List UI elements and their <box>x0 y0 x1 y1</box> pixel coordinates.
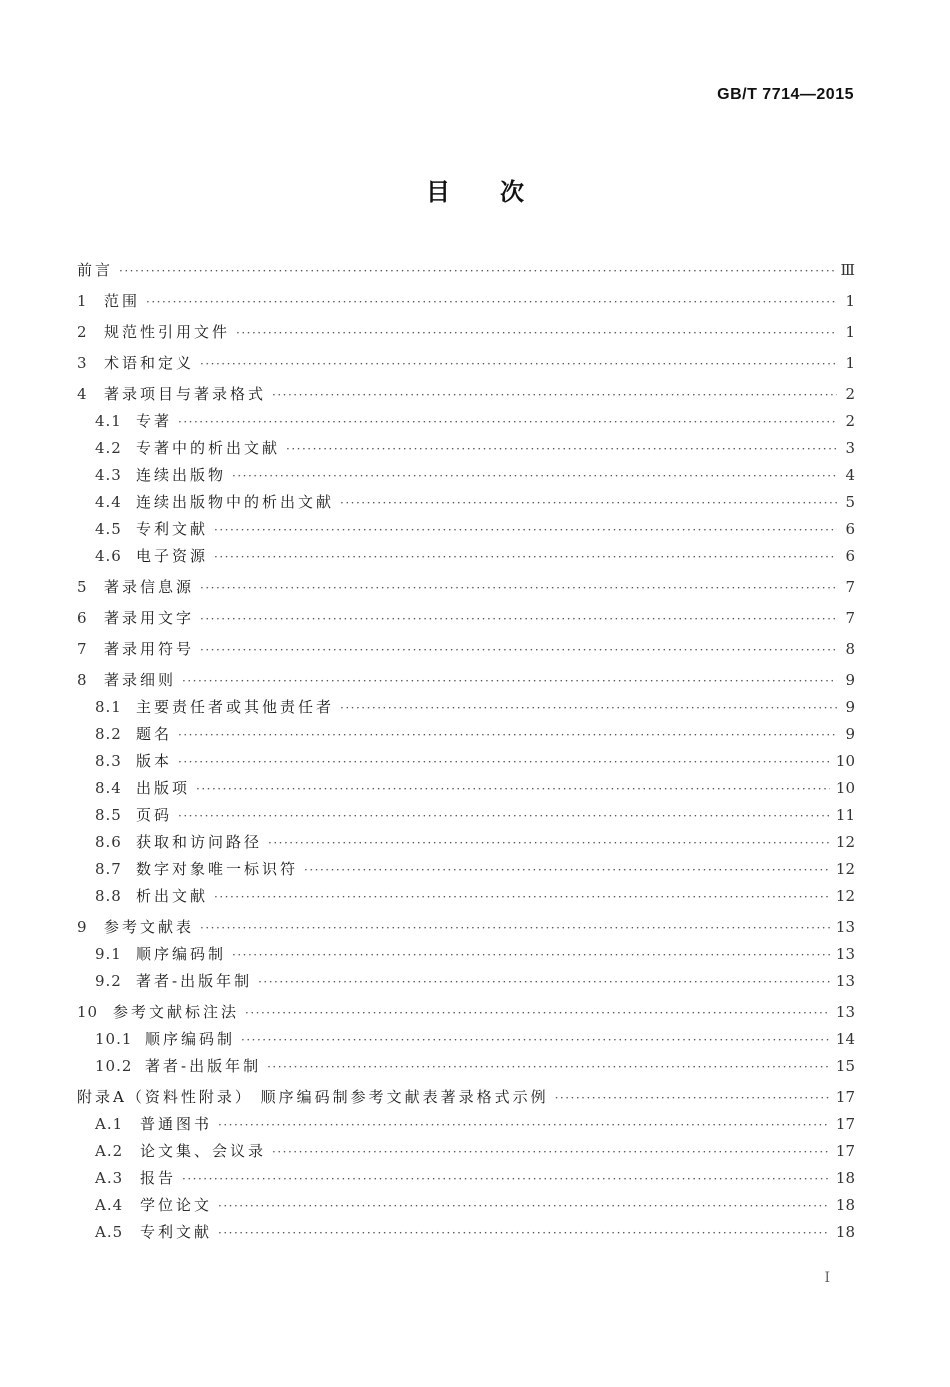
toc-entry[interactable] <box>77 1084 855 1111</box>
toc-entry-page: Ⅲ <box>840 261 855 279</box>
toc-entry[interactable] <box>77 999 855 1026</box>
toc-entry-number: A.4 <box>95 1196 124 1214</box>
toc-entry-page: 17 <box>835 1142 855 1160</box>
toc-entry-label: 论文集、会议录 <box>140 1142 267 1160</box>
toc-entry-page: 2 <box>845 412 855 430</box>
page-title: 目次 <box>426 178 574 206</box>
toc-entry[interactable] <box>77 775 855 802</box>
toc-entry[interactable] <box>77 748 855 775</box>
toc-entry-label: 页码 <box>136 806 173 824</box>
toc-entry-label: 顺序编码制 <box>145 1030 236 1048</box>
toc-entry-number: 3 <box>77 354 88 372</box>
toc-entry-page: 4 <box>845 466 855 484</box>
toc-entry-number: 8.3 <box>95 752 122 770</box>
dot-leader <box>182 668 837 694</box>
toc-entry-label: 规范性引用文件 <box>104 323 231 341</box>
toc-entry-label: 专利文献 <box>136 520 209 538</box>
toc-entry-label: 版本 <box>136 752 173 770</box>
toc-entry[interactable] <box>77 1026 855 1053</box>
dot-leader <box>232 942 830 968</box>
toc-entry[interactable] <box>77 667 855 694</box>
toc-entry-label: 著录信息源 <box>104 578 195 596</box>
toc-entry-label: 电子资源 <box>136 547 209 565</box>
dot-leader <box>214 517 837 543</box>
toc-entry-number: A.5 <box>95 1223 124 1241</box>
toc-entry-label: 学位论文 <box>140 1196 213 1214</box>
toc-entry-page: 15 <box>835 1057 855 1075</box>
toc-entry-page: 11 <box>835 806 855 824</box>
toc-entry-page: 1 <box>845 354 855 372</box>
dot-leader <box>146 289 837 315</box>
toc-entry-number: 4.1 <box>95 412 122 430</box>
toc-entry-number: 6 <box>77 609 88 627</box>
toc-entry[interactable] <box>77 856 855 883</box>
toc-entry-label: 著录用文字 <box>104 609 195 627</box>
toc-entry-number: 10.2 <box>95 1057 133 1075</box>
toc-entry[interactable] <box>77 381 855 408</box>
toc-entry-page: 18 <box>835 1169 855 1187</box>
toc-entry-page: 8 <box>845 640 855 658</box>
toc-entry-page: 18 <box>835 1196 855 1214</box>
toc-entry-label: 析出文献 <box>136 887 209 905</box>
toc-entry-page: 9 <box>845 725 855 743</box>
toc-entry-page: 9 <box>845 698 855 716</box>
dot-leader <box>218 1112 830 1138</box>
toc-entry-number: 8.1 <box>95 698 122 716</box>
toc-entry-label: 著录项目与著录格式 <box>104 385 267 403</box>
toc-entry[interactable] <box>77 914 855 941</box>
toc-entry-page: 7 <box>845 609 855 627</box>
toc-entry-page: 17 <box>835 1115 855 1133</box>
dot-leader <box>182 1166 830 1192</box>
dot-leader <box>196 776 830 802</box>
toc-entry-page: 10 <box>835 779 855 797</box>
toc-entry[interactable] <box>77 1192 855 1219</box>
dot-leader <box>236 320 837 346</box>
dot-leader <box>232 463 837 489</box>
toc-entry-page: 10 <box>835 752 855 770</box>
toc-entry[interactable] <box>77 1111 855 1138</box>
toc-entry-number: 7 <box>77 640 88 658</box>
toc-entry-number: 10.1 <box>95 1030 133 1048</box>
dot-leader <box>214 544 837 570</box>
toc-entry-number: 4.5 <box>95 520 122 538</box>
toc-entry-label: 专利文献 <box>140 1223 213 1241</box>
toc-entry-number: 4 <box>77 385 88 403</box>
toc-entry-page: 5 <box>845 493 855 511</box>
dot-leader <box>218 1220 830 1246</box>
toc-entry-page: 1 <box>845 323 855 341</box>
toc-entry-number: 4.6 <box>95 547 122 565</box>
toc-entry-page: 13 <box>835 945 855 963</box>
toc-entry[interactable] <box>77 636 855 663</box>
toc-entry-number: 2 <box>77 323 88 341</box>
standard-code: GB/T 7714—2015 <box>717 86 854 103</box>
toc-entry-page: 14 <box>835 1030 855 1048</box>
toc-entry[interactable] <box>77 257 855 284</box>
dot-leader <box>200 575 837 601</box>
toc-entry-number: 10 <box>77 1003 99 1021</box>
dot-leader <box>178 803 830 829</box>
toc-entry-page: 18 <box>835 1223 855 1241</box>
toc-entry-number: 1 <box>77 292 88 310</box>
table-of-contents <box>77 257 855 1246</box>
dot-leader <box>200 637 837 663</box>
toc-entry-label: 获取和访问路径 <box>136 833 263 851</box>
dot-leader <box>258 969 830 995</box>
toc-entry[interactable] <box>77 489 855 516</box>
toc-entry[interactable] <box>77 1053 855 1080</box>
toc-entry[interactable] <box>77 543 855 570</box>
toc-entry-label: 出版项 <box>136 779 191 797</box>
toc-entry-label: 前言 <box>77 261 114 279</box>
toc-entry-label: 主要责任者或其他责任者 <box>136 698 335 716</box>
toc-entry-number: 4.3 <box>95 466 122 484</box>
toc-entry[interactable] <box>77 1138 855 1165</box>
toc-entry[interactable] <box>77 1165 855 1192</box>
toc-entry-label: 数字对象唯一标识符 <box>136 860 299 878</box>
dot-leader <box>218 1193 830 1219</box>
toc-entry-label: 普通图书 <box>140 1115 213 1133</box>
toc-entry-label: 参考文献表 <box>104 918 195 936</box>
toc-entry[interactable] <box>77 829 855 856</box>
toc-entry-page: 12 <box>835 860 855 878</box>
dot-leader <box>268 830 830 856</box>
toc-entry-page: 13 <box>835 918 855 936</box>
toc-entry[interactable] <box>77 408 855 435</box>
toc-entry-label: 专著 <box>136 412 173 430</box>
toc-entry[interactable] <box>77 435 855 462</box>
toc-entry-label: 连续出版物 <box>136 466 227 484</box>
toc-entry-page: 7 <box>845 578 855 596</box>
dot-leader <box>267 1054 830 1080</box>
toc-entry[interactable] <box>77 462 855 489</box>
dot-leader <box>304 857 830 883</box>
toc-entry-number: 8.7 <box>95 860 122 878</box>
dot-leader <box>200 915 830 941</box>
toc-entry-label: 连续出版物中的析出文献 <box>136 493 335 511</box>
toc-entry-number: A.2 <box>95 1142 124 1160</box>
toc-entry[interactable] <box>77 288 855 315</box>
dot-leader <box>200 606 837 632</box>
toc-entry-number: 4.4 <box>95 493 122 511</box>
toc-entry-page: 6 <box>845 547 855 565</box>
toc-entry-number: 8 <box>77 671 88 689</box>
toc-entry-page: 9 <box>845 671 855 689</box>
toc-entry[interactable] <box>77 319 855 346</box>
toc-entry-number: 8.2 <box>95 725 122 743</box>
toc-entry-number: A.3 <box>95 1169 124 1187</box>
toc-entry-label: 顺序编码制 <box>136 945 227 963</box>
dot-leader <box>286 436 837 462</box>
toc-entry-number: 8.4 <box>95 779 122 797</box>
toc-entry-number: 9.1 <box>95 945 122 963</box>
toc-entry-label: 著者-出版年制 <box>145 1057 262 1075</box>
dot-leader <box>340 695 837 721</box>
toc-entry-number: 8.6 <box>95 833 122 851</box>
toc-entry-number: 8.8 <box>95 887 122 905</box>
toc-entry[interactable] <box>77 605 855 632</box>
toc-entry-number: 8.5 <box>95 806 122 824</box>
toc-entry-page: 17 <box>835 1088 855 1106</box>
dot-leader <box>178 749 830 775</box>
toc-entry-page: 2 <box>845 385 855 403</box>
toc-entry[interactable] <box>77 694 855 721</box>
toc-entry-label: 著者-出版年制 <box>136 972 253 990</box>
toc-entry[interactable] <box>77 968 855 995</box>
dot-leader <box>200 351 837 377</box>
dot-leader <box>178 409 837 435</box>
toc-entry-label: 参考文献标注法 <box>113 1003 240 1021</box>
dot-leader <box>241 1027 830 1053</box>
toc-entry[interactable] <box>77 574 855 601</box>
toc-entry-label: 报告 <box>140 1169 177 1187</box>
dot-leader <box>214 884 830 910</box>
dot-leader <box>119 258 835 284</box>
toc-entry-page: 6 <box>845 520 855 538</box>
toc-entry-label: 题名 <box>136 725 173 743</box>
page-folio: I <box>824 1270 830 1286</box>
toc-entry-number: A.1 <box>95 1115 124 1133</box>
toc-entry[interactable] <box>77 721 855 748</box>
toc-entry-label: 附录A（资料性附录） 顺序编码制参考文献表著录格式示例 <box>77 1088 549 1106</box>
toc-entry-page: 13 <box>835 972 855 990</box>
dot-leader <box>245 1000 830 1026</box>
toc-entry-number: 9.2 <box>95 972 122 990</box>
toc-entry-page: 1 <box>845 292 855 310</box>
toc-entry[interactable] <box>77 350 855 377</box>
toc-entry-number: 5 <box>77 578 88 596</box>
toc-entry-page: 3 <box>845 439 855 457</box>
toc-entry-label: 著录细则 <box>104 671 177 689</box>
toc-entry-page: 12 <box>835 887 855 905</box>
dot-leader <box>555 1085 830 1111</box>
dot-leader <box>272 382 837 408</box>
toc-entry-number: 9 <box>77 918 88 936</box>
toc-entry-label: 专著中的析出文献 <box>136 439 281 457</box>
toc-entry-label: 范围 <box>104 292 141 310</box>
toc-entry[interactable] <box>77 516 855 543</box>
toc-entry-number: 4.2 <box>95 439 122 457</box>
dot-leader <box>272 1139 830 1165</box>
toc-entry-page: 12 <box>835 833 855 851</box>
dot-leader <box>340 490 837 516</box>
toc-entry[interactable] <box>77 802 855 829</box>
toc-entry[interactable] <box>77 1219 855 1246</box>
toc-entry-label: 术语和定义 <box>104 354 195 372</box>
toc-entry-page: 13 <box>835 1003 855 1021</box>
dot-leader <box>178 722 837 748</box>
toc-entry[interactable] <box>77 883 855 910</box>
toc-entry[interactable] <box>77 941 855 968</box>
toc-entry-label: 著录用符号 <box>104 640 195 658</box>
